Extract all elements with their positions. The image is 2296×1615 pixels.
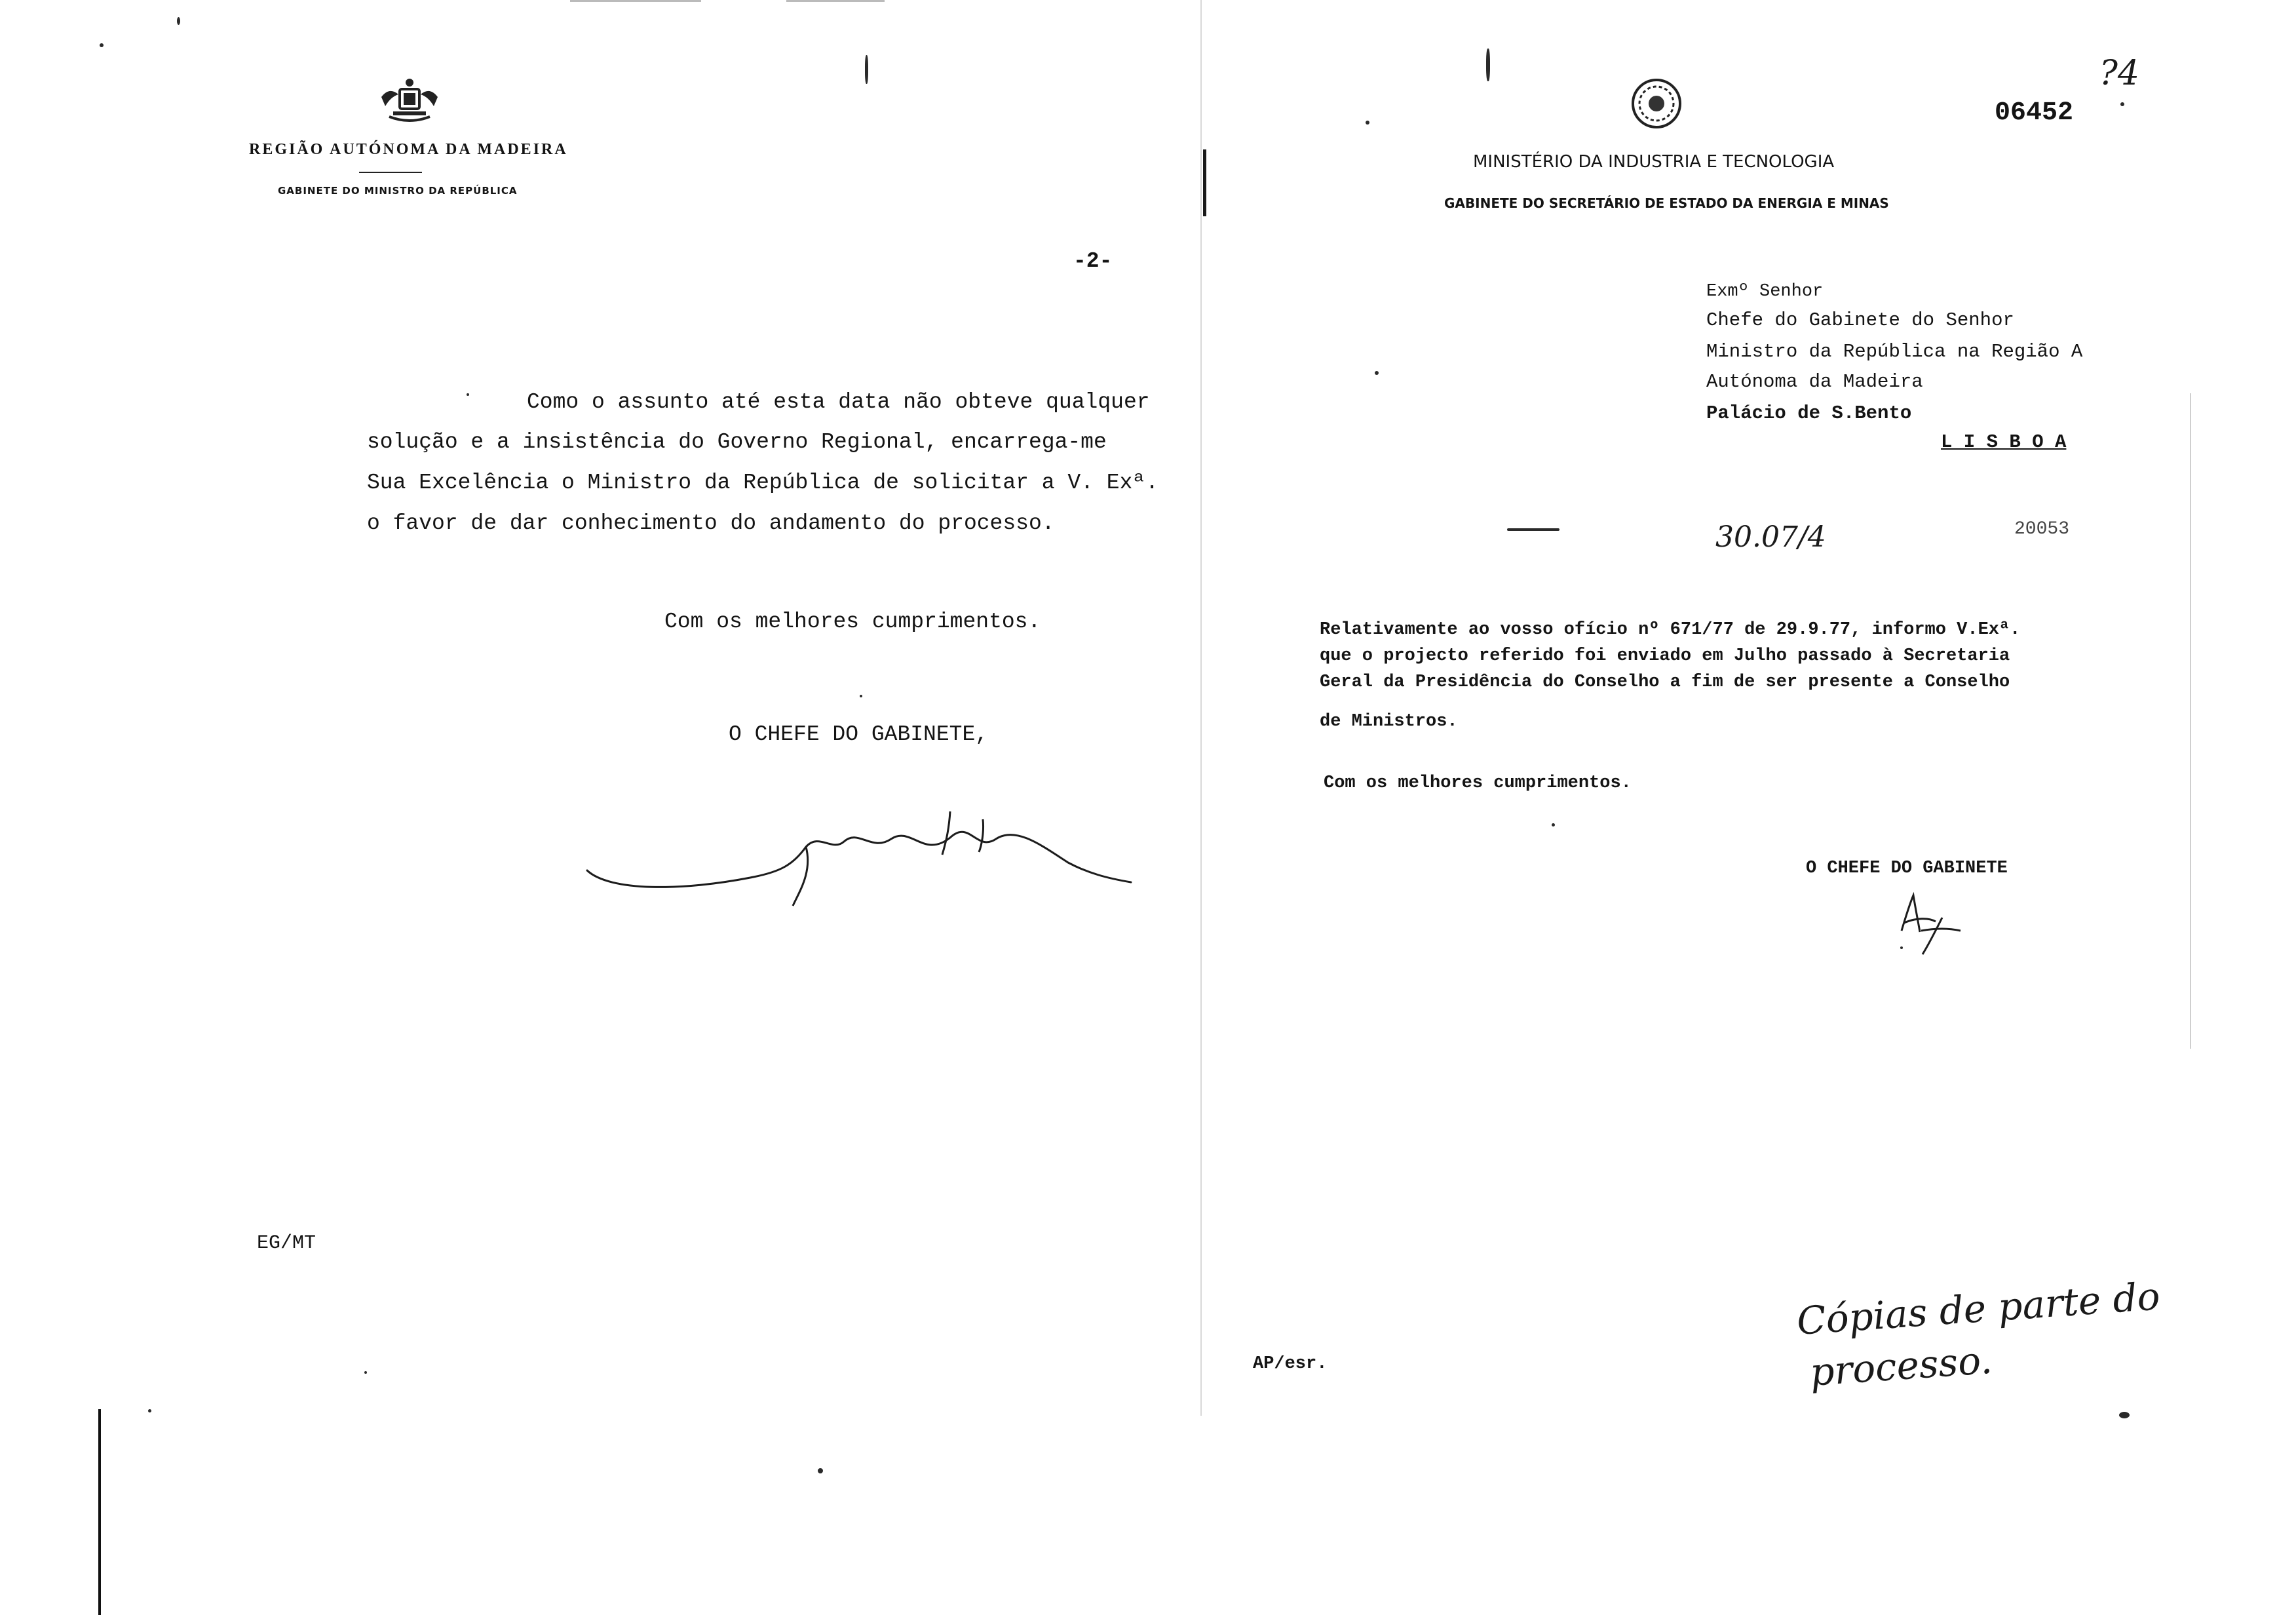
- speck: [2120, 102, 2124, 106]
- speck: [364, 1371, 367, 1374]
- handwritten-note-line-1: Cópias de parte do: [1795, 1274, 2162, 1344]
- scan-edge-right: [2190, 393, 2191, 1049]
- speck: [818, 1468, 823, 1473]
- right-body-line-1: Relativamente ao vosso ofício nº 671/77 de 29.9.77, informo V.Exª.: [1320, 620, 2021, 640]
- right-closing: Com os melhores cumprimentos.: [1324, 773, 1632, 793]
- header-divider: [359, 172, 422, 173]
- speck: [467, 393, 469, 396]
- left-body-line-4: o favor de dar conhecimento do andamento do processo.: [367, 511, 1055, 535]
- left-body-line-1: Como o assunto até esta data não obteve qualquer: [527, 390, 1150, 414]
- left-signature: [583, 800, 1134, 911]
- speck: [865, 55, 868, 84]
- speck: [1552, 823, 1555, 827]
- left-header-office: GABINETE DO MINISTRO DA REPÚBLICA: [278, 185, 518, 197]
- handwritten-date: 30.07/4: [1715, 520, 1826, 554]
- right-body-line-3: Geral da Presidência do Conselho a fim de ser presente a Conselho: [1320, 672, 2010, 692]
- right-header-office: GABINETE DO SECRETÁRIO DE ESTADO DA ENERGIA E MINAS: [1444, 195, 1889, 211]
- right-header-ministry: MINISTÉRIO DA INDUSTRIA E TECNOLOGIA: [1473, 152, 1835, 172]
- addressee-line-3: Ministro da República na Região A: [1706, 341, 2083, 362]
- scan-edge-top-1: [570, 0, 701, 2]
- coat-of-arms-icon: [380, 77, 439, 123]
- speck: [148, 1409, 151, 1412]
- punch-mark: [1203, 149, 1206, 216]
- right-reference: AP/esr.: [1253, 1354, 1328, 1374]
- addressee-line-1: Exmº Senhor: [1706, 282, 1824, 302]
- speck: [1486, 49, 1490, 81]
- left-body-line-2: solução e a insistência do Governo Regional, encarrega-me: [367, 430, 1107, 454]
- addressee-line-2: Chefe do Gabinete do Senhor: [1706, 309, 2014, 331]
- addressee-city: L I S B O A: [1941, 431, 2067, 453]
- right-body-line-2: que o projecto referido foi enviado em Julho passado à Secretaria: [1320, 646, 2010, 666]
- stamp-number: 06452: [1995, 98, 2074, 128]
- right-signatory: O CHEFE DO GABINETE: [1806, 859, 2008, 878]
- left-signatory: O CHEFE DO GABINETE,: [729, 722, 989, 747]
- speck: [1375, 371, 1379, 375]
- speck: [1900, 946, 1903, 949]
- corner-mark: ?4: [2099, 54, 2139, 93]
- right-body-line-4: de Ministros.: [1320, 712, 1458, 731]
- addressee-line-5: Palácio de S.Bento: [1706, 402, 1912, 424]
- left-header-region: REGIÃO AUTÓNOMA DA MADEIRA: [249, 141, 568, 158]
- addressee-line-4: Autónoma da Madeira: [1706, 371, 1923, 393]
- scan-edge-top-2: [786, 0, 885, 2]
- handwritten-note-line-2: processo.: [1808, 1337, 1994, 1395]
- page-divider: [1200, 0, 1202, 1416]
- speck: [2119, 1412, 2130, 1418]
- left-closing: Com os melhores cumprimentos.: [664, 610, 1041, 634]
- speck: [1507, 528, 1559, 531]
- date-stamp: 20053: [2014, 519, 2070, 539]
- speck: [100, 43, 104, 47]
- scan-edge-left: [98, 1409, 101, 1615]
- speck: [860, 695, 862, 697]
- left-body-line-3: Sua Excelência o Ministro da República de solicitar a V. Exª.: [367, 471, 1158, 495]
- speck: [1366, 121, 1369, 125]
- left-reference: EG/MT: [257, 1232, 316, 1255]
- page-number: -2-: [1073, 249, 1113, 273]
- emblem-seal-icon: [1630, 77, 1683, 130]
- speck: [177, 17, 180, 25]
